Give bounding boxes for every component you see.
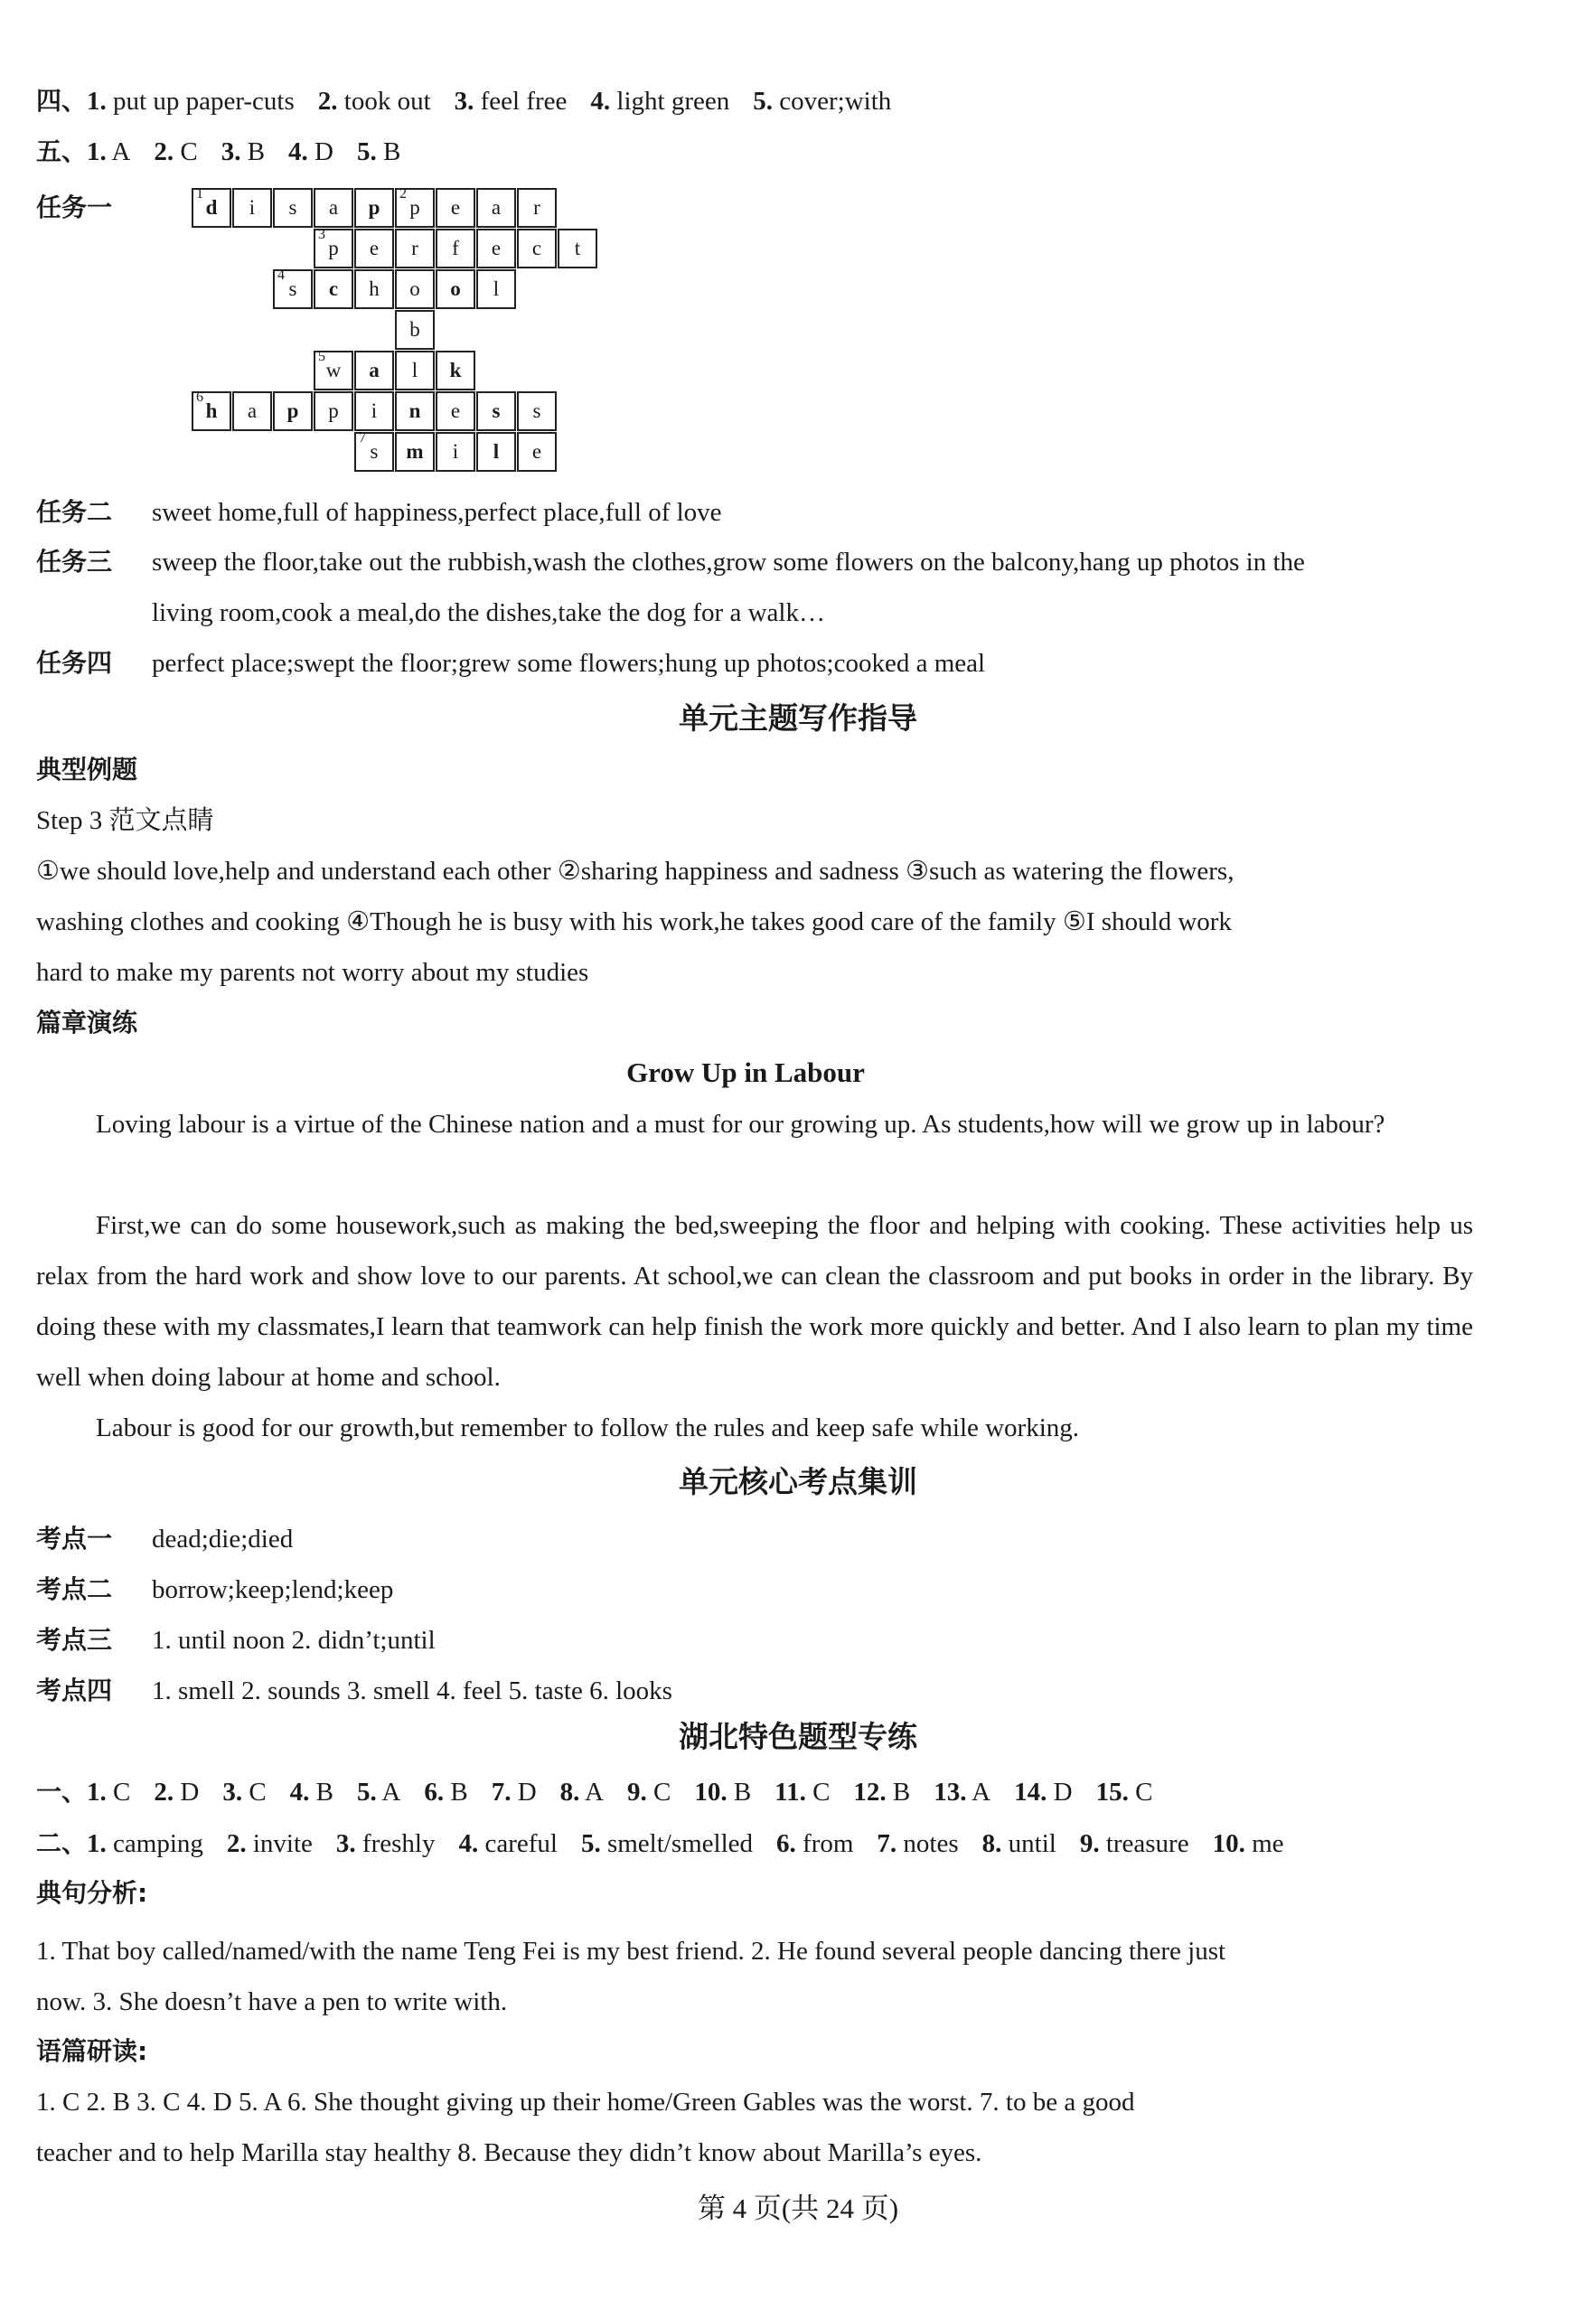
answer-text: feel free — [474, 87, 568, 116]
hubei-2-answer-9 — [1080, 1829, 1189, 1858]
hubei-2-answer-3 — [336, 1829, 436, 1858]
crossword-cell — [192, 188, 231, 228]
answer-text: D — [307, 137, 333, 166]
task-4-line — [36, 645, 1473, 681]
hubei-1-line — [36, 1774, 1473, 1810]
hubei-2-answer-6 — [776, 1829, 853, 1858]
task-4-text: perfect place;swept the floor;grew some flowers;hung up photos;cooked a meal — [152, 649, 986, 678]
hubei-1-answer-6 — [424, 1778, 467, 1807]
crossword-letter: s — [288, 277, 297, 300]
model-line-2: washing clothes and cooking ④Though he is busy with his work,he takes good care of the family ⑤I should work — [36, 907, 1232, 936]
question-number: 4. — [590, 87, 611, 116]
task-3-text-2: living room,cook a meal,do the dishes,take the dog for a walk… — [152, 598, 825, 627]
crossword-letter: i — [452, 440, 459, 463]
crossword-cell — [232, 391, 272, 431]
clue-number: 3 — [318, 227, 325, 242]
crossword-cell — [354, 229, 394, 268]
clue-number: 1 — [196, 186, 203, 202]
crossword-cell — [517, 432, 557, 472]
crossword-cell — [476, 269, 516, 309]
crossword-cell — [476, 229, 516, 268]
sentence-line-1: 1. That boy called/named/with the name Teng Fei is my best friend. 2. He found several people dancing there just — [36, 1937, 1226, 1966]
crossword-letter: p — [286, 399, 299, 422]
question-number: 11. — [775, 1778, 806, 1807]
hubei-2-answer-1 — [87, 1829, 203, 1858]
crossword-letter: t — [574, 237, 581, 259]
crossword-letter: b — [409, 318, 420, 341]
exam-point-answer: 1. smell 2. sounds 3. smell 4. feel 5. taste 6. looks — [152, 1676, 672, 1705]
hubei-1-answer-14 — [1014, 1778, 1072, 1807]
crossword-letter: s — [492, 399, 501, 422]
hubei-1-answer-12 — [853, 1778, 910, 1807]
clue-number: 7 — [359, 430, 366, 446]
question-number: 3. — [335, 1829, 356, 1858]
crossword-cell — [395, 269, 435, 309]
section-4-answer-5 — [753, 87, 891, 116]
crossword-cell — [314, 351, 353, 390]
section-5-answer-2 — [154, 137, 197, 166]
question-number: 7. — [877, 1829, 897, 1858]
heading-hubei-practice: 湖北特色题型专练 — [679, 1719, 917, 1754]
question-number: 14. — [1014, 1778, 1047, 1807]
crossword-letter: l — [493, 277, 500, 300]
answer-text: C — [106, 1778, 131, 1807]
hubei-1-answer-15 — [1096, 1778, 1153, 1807]
question-number: 5. — [357, 1778, 377, 1807]
hubei-1-answer-2 — [154, 1778, 199, 1807]
crossword-letter: a — [328, 196, 339, 219]
answer-text: cover;with — [772, 87, 892, 116]
task-2-label: 任务二 — [36, 497, 113, 527]
crossword-cell — [354, 391, 394, 431]
section-4-answer-1 — [87, 87, 295, 116]
hubei-1-answer-11 — [775, 1778, 830, 1807]
crossword-letter: h — [205, 399, 218, 422]
crossword-letter: e — [450, 399, 461, 422]
answer-text: took out — [337, 87, 431, 116]
task-1-label: 任务一 — [36, 192, 113, 222]
practice-label: 篇章演练 — [36, 1008, 138, 1038]
crossword-cell — [354, 432, 394, 472]
crossword-letter: w — [325, 359, 342, 381]
crossword-letter: k — [449, 359, 462, 381]
section-4-answer-3 — [455, 87, 568, 116]
question-number: 1. — [87, 1778, 107, 1807]
sentence-line-2: now. 3. She doesn’t have a pen to write with. — [36, 1987, 508, 2016]
hubei-1-answer-7 — [492, 1778, 537, 1807]
question-number: 2. — [154, 137, 174, 166]
exam-point-answer: dead;die;died — [152, 1525, 294, 1554]
crossword-cell — [314, 188, 353, 228]
crossword-cell — [517, 391, 557, 431]
question-number: 7. — [491, 1778, 512, 1807]
section-5-label: 五、 — [36, 136, 88, 166]
crossword-letter: e — [531, 440, 542, 463]
crossword-letter: p — [328, 399, 339, 422]
crossword-cell — [517, 188, 557, 228]
hubei-2-answer-10 — [1213, 1829, 1284, 1858]
crossword-letter: e — [450, 196, 461, 219]
hubei-2-answer-7 — [877, 1829, 958, 1858]
crossword-letter: h — [369, 277, 380, 300]
typical-label: 典型例题 — [36, 755, 138, 784]
section-5-answer-5 — [357, 137, 400, 166]
crossword-letter: i — [249, 196, 256, 219]
crossword-cell — [273, 391, 313, 431]
clue-number: 5 — [318, 349, 325, 364]
answer-text: B — [240, 137, 266, 166]
answer-text: C — [1128, 1778, 1153, 1807]
crossword-cell — [395, 391, 435, 431]
answer-text: put up paper-cuts — [106, 87, 295, 116]
hubei-1-answer-4 — [290, 1778, 333, 1807]
crossword-cell — [436, 229, 475, 268]
answer-text: A — [376, 1778, 401, 1807]
answer-text: B — [886, 1778, 911, 1807]
section-4-line — [36, 83, 1473, 119]
answer-text: B — [444, 1778, 468, 1807]
hubei-1-answer-3 — [222, 1778, 266, 1807]
page-footer: 第 4 页(共 24 页) — [697, 2193, 899, 2224]
question-number: 9. — [1079, 1829, 1100, 1858]
question-number: 2. — [154, 1778, 174, 1807]
question-number: 2. — [317, 87, 338, 116]
hubei-1-answer-5 — [357, 1778, 400, 1807]
question-number: 4. — [289, 1778, 310, 1807]
crossword-letter: l — [411, 359, 418, 381]
crossword-cell — [395, 432, 435, 472]
crossword-cell — [314, 229, 353, 268]
section-5-answer-1 — [87, 137, 130, 166]
crossword-cell — [436, 269, 475, 309]
hubei-1-answer-9 — [627, 1778, 671, 1807]
crossword-letter: s — [288, 196, 297, 219]
crossword-letter: e — [369, 237, 380, 259]
crossword-cell — [476, 391, 516, 431]
crossword-cell — [476, 432, 516, 472]
crossword-cell — [395, 310, 435, 350]
clue-number: 4 — [277, 268, 285, 283]
question-number: 5. — [580, 1829, 601, 1858]
crossword-cell — [436, 432, 475, 472]
exam-point-label: 考点三 — [36, 1625, 113, 1655]
answer-text: B — [376, 137, 401, 166]
crossword-letter: f — [452, 237, 459, 259]
hubei-1-answer-1 — [87, 1778, 130, 1807]
hubei-2-answer-4 — [458, 1829, 558, 1858]
question-number: 8. — [559, 1778, 580, 1807]
clue-number: 6 — [196, 390, 203, 405]
hubei-1-label: 一、 — [36, 1777, 88, 1807]
crossword-cell — [192, 391, 231, 431]
crossword-letter: s — [532, 399, 541, 422]
question-number: 10. — [694, 1778, 728, 1807]
model-line-1: ①we should love,help and understand each other ②sharing happiness and sadness ③such as watering the flowers, — [36, 857, 1235, 886]
crossword-letter: p — [328, 237, 339, 259]
crossword-letter: r — [533, 196, 540, 219]
crossword-cell — [314, 269, 353, 309]
crossword-letter: o — [450, 277, 461, 300]
crossword-cell — [354, 269, 394, 309]
crossword-letter: a — [369, 359, 380, 381]
question-number: 4. — [288, 137, 308, 166]
answer-text: D — [1047, 1778, 1073, 1807]
essay-title: Grow Up in Labour — [626, 1056, 865, 1088]
answer-text: B — [727, 1778, 752, 1807]
crossword-letter: i — [371, 399, 378, 422]
task-3-text-1: sweep the floor,take out the rubbish,wash the clothes,grow some flowers on the balcony,hang up photos in the — [152, 548, 1305, 577]
exam-point-label: 考点一 — [36, 1524, 113, 1554]
heading-core-points: 单元核心考点集训 — [679, 1464, 917, 1499]
section-4-answer-4 — [590, 87, 729, 116]
essay-paragraph-2: First,we can do some housework,such as making the bed,sweeping the floor and helping with cooking. These activities help us relax from the hard work and show love to our parents. At school,we can clean the classroom and put books in order in the library. By doing these with my classmates,I learn that teamwork can help finish the work more quickly and better. And I also learn to plan my time well when doing labour at home and school. — [36, 1211, 1473, 1392]
crossword-letter: e — [491, 237, 502, 259]
crossword-letter: s — [370, 440, 379, 463]
question-number: 6. — [776, 1829, 796, 1858]
question-number: 3. — [222, 1778, 243, 1807]
task-2-line — [36, 494, 1473, 531]
crossword-letter: n — [408, 399, 421, 422]
hubei-2-line — [36, 1826, 1473, 1862]
crossword-cell — [476, 188, 516, 228]
question-number: 6. — [424, 1778, 445, 1807]
hubei-2-answer-5 — [581, 1829, 753, 1858]
crossword-cell — [395, 229, 435, 268]
exam-point-label: 考点四 — [36, 1676, 113, 1705]
question-number: 5. — [753, 87, 773, 116]
crossword-letter: p — [409, 196, 420, 219]
task-4-label: 任务四 — [36, 648, 113, 678]
answer-text: B — [309, 1778, 333, 1807]
crossword-cell — [273, 188, 313, 228]
model-line-3: hard to make my parents not worry about my studies — [36, 958, 589, 987]
clue-number-down: 2 — [399, 186, 407, 202]
crossword-cell — [436, 351, 475, 390]
section-5-answer-3 — [221, 137, 265, 166]
crossword-letter: o — [409, 277, 420, 300]
answer-text: notes — [897, 1829, 959, 1858]
section-5-line — [36, 134, 1473, 170]
exam-point-answer: 1. until noon 2. didn’t;until — [152, 1626, 436, 1655]
section-4-answer-2 — [318, 87, 431, 116]
reading-line-1: 1. C 2. B 3. C 4. D 5. A 6. She thought giving up their home/Green Gables was the worst. 7. to be a good — [36, 2088, 1135, 2117]
task-3-line — [36, 544, 1473, 580]
exam-point-1 — [36, 1521, 1473, 1557]
question-number: 15. — [1095, 1778, 1129, 1807]
hubei-2-answer-2 — [227, 1829, 313, 1858]
crossword-cell — [517, 229, 557, 268]
answer-text: smelt/smelled — [600, 1829, 754, 1858]
exam-point-4 — [36, 1673, 1473, 1709]
crossword-letter: r — [411, 237, 418, 259]
question-number: 3. — [454, 87, 474, 116]
hubei-2-label: 二、 — [36, 1828, 88, 1858]
answer-text: C — [242, 1778, 267, 1807]
essay-paragraph-1: Loving labour is a virtue of the Chinese nation and a must for our growing up. As students,how will we grow up in labour? — [96, 1110, 1385, 1139]
question-number: 4. — [458, 1829, 479, 1858]
answer-text: C — [646, 1778, 671, 1807]
exam-point-2 — [36, 1572, 1473, 1608]
question-number: 1. — [87, 137, 107, 166]
crossword-letter: c — [531, 237, 542, 259]
crossword-letter: p — [368, 196, 380, 219]
crossword-letter: l — [493, 440, 500, 463]
answer-text: treasure — [1099, 1829, 1189, 1858]
crossword-cell — [558, 229, 597, 268]
crossword-letter: c — [328, 277, 339, 300]
crossword-cell — [395, 351, 435, 390]
answer-text: C — [805, 1778, 831, 1807]
exam-point-label: 考点二 — [36, 1574, 113, 1604]
crossword-cell — [395, 188, 435, 228]
sentence-label: 典句分析: — [36, 1878, 148, 1908]
question-number: 1. — [87, 87, 107, 116]
answer-text: from — [795, 1829, 854, 1858]
crossword-letter: a — [491, 196, 502, 219]
crossword-cell — [354, 351, 394, 390]
crossword-letter: d — [205, 196, 218, 219]
section-5-answer-4 — [288, 137, 333, 166]
answer-text: D — [174, 1778, 200, 1807]
hubei-1-answer-8 — [560, 1778, 604, 1807]
step-3-line: Step 3 范文点睛 — [36, 806, 214, 835]
question-number: 8. — [981, 1829, 1002, 1858]
answer-text: me — [1244, 1829, 1284, 1858]
answer-text: careful — [478, 1829, 558, 1858]
question-number: 1. — [87, 1829, 107, 1858]
answer-text: light green — [610, 87, 730, 116]
question-number: 2. — [226, 1829, 247, 1858]
question-number: 9. — [626, 1778, 647, 1807]
essay-paragraph-3: Labour is good for our growth,but remember to follow the rules and keep safe while working. — [96, 1413, 1080, 1442]
answer-text: invite — [246, 1829, 313, 1858]
task-2-text: sweet home,full of happiness,perfect place,full of love — [152, 498, 722, 527]
exam-point-3 — [36, 1622, 1473, 1658]
hubei-2-answer-8 — [982, 1829, 1056, 1858]
question-number: 5. — [357, 137, 377, 166]
task-3-label: 任务三 — [36, 547, 113, 577]
crossword-cell — [436, 391, 475, 431]
crossword-cell — [436, 188, 475, 228]
answer-text: freshly — [355, 1829, 436, 1858]
question-number: 12. — [853, 1778, 887, 1807]
crossword-letter: m — [406, 440, 424, 463]
hubei-1-answer-10 — [694, 1778, 751, 1807]
answer-text: until — [1001, 1829, 1056, 1858]
crossword-cell — [314, 391, 353, 431]
reading-line-2: teacher and to help Marilla stay healthy 8. Because they didn’t know about Marilla’s eyes. — [36, 2138, 982, 2167]
crossword-letter: a — [247, 399, 258, 422]
answer-text: A — [579, 1778, 604, 1807]
answer-text: D — [511, 1778, 537, 1807]
question-number: 3. — [221, 137, 241, 166]
answer-text: C — [174, 137, 198, 166]
hubei-1-answer-13 — [934, 1778, 990, 1807]
heading-writing-guide: 单元主题写作指导 — [679, 700, 917, 736]
crossword-cell — [354, 188, 394, 228]
question-number: 13. — [934, 1778, 967, 1807]
reading-label: 语篇研读: — [36, 2036, 148, 2066]
question-number: 10. — [1212, 1829, 1245, 1858]
crossword-cell — [273, 269, 313, 309]
exam-point-answer: borrow;keep;lend;keep — [152, 1575, 394, 1604]
answer-text: camping — [106, 1829, 203, 1858]
answer-text: A — [966, 1778, 991, 1807]
section-4-label: 四、 — [36, 86, 88, 116]
crossword-cell — [232, 188, 272, 228]
answer-text: A — [106, 137, 131, 166]
